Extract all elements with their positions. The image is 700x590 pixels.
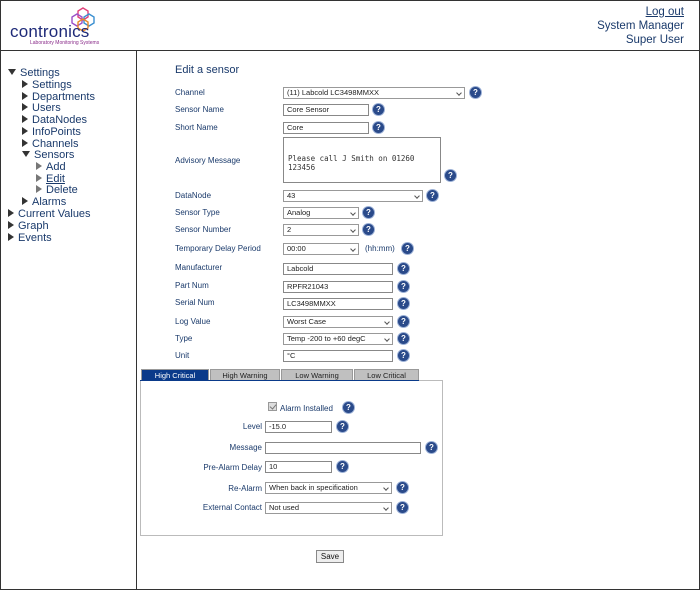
nav-current-values[interactable]: Current Values [8, 208, 91, 220]
leaf-icon [36, 174, 42, 182]
type-select[interactable]: Temp -200 to +60 degC [283, 333, 393, 345]
help-icon[interactable]: ? [398, 316, 409, 327]
manufacturer-label: Manufacturer [175, 263, 223, 272]
short-name-label: Short Name [175, 123, 218, 132]
nav-departments[interactable]: Departments [22, 91, 95, 103]
message-label: Message [229, 443, 262, 452]
help-icon[interactable]: ? [470, 87, 481, 98]
expand-down-icon [22, 151, 30, 157]
sensor-name-input[interactable]: Core Sensor [283, 104, 369, 116]
nav-sensors-add[interactable]: Add [36, 161, 66, 173]
collapsed-icon [22, 197, 28, 205]
datanode-select[interactable]: 43 [283, 190, 423, 202]
nav-sensors-delete[interactable]: Delete [36, 184, 78, 196]
help-icon[interactable]: ? [398, 281, 409, 292]
nav-sensors-edit[interactable]: Edit [36, 173, 65, 185]
help-icon[interactable]: ? [397, 482, 408, 493]
collapsed-icon [22, 103, 28, 111]
help-icon[interactable]: ? [343, 402, 354, 413]
unit-label: Unit [175, 351, 190, 360]
nav-datanodes[interactable]: DataNodes [22, 114, 87, 126]
nav-sensors[interactable]: Sensors [22, 149, 74, 161]
external-contact-select[interactable]: Not used [265, 502, 392, 514]
collapsed-icon [22, 92, 28, 100]
nav-channels[interactable]: Channels [22, 138, 78, 150]
serial-num-label: Serial Num [175, 298, 215, 307]
help-icon[interactable]: ? [398, 298, 409, 309]
nav-settings[interactable]: Settings [8, 67, 60, 79]
help-icon[interactable]: ? [445, 170, 456, 181]
help-icon[interactable]: ? [402, 243, 413, 254]
re-alarm-select[interactable]: When back in specification [265, 482, 392, 494]
help-icon[interactable]: ? [397, 502, 408, 513]
user-role: System Manager [597, 20, 684, 32]
help-icon[interactable]: ? [373, 122, 384, 133]
sensor-number-label: Sensor Number [175, 225, 232, 234]
nav-events[interactable]: Events [8, 232, 52, 244]
log-value-label: Log Value [175, 317, 211, 326]
logout-link[interactable]: Log out [645, 6, 684, 18]
part-num-input[interactable]: RPFR21043 [283, 281, 393, 293]
collapsed-icon [8, 221, 14, 229]
logo-tagline: Laboratory Monitoring Systems [30, 40, 100, 46]
help-icon[interactable]: ? [337, 461, 348, 472]
collapsed-icon [22, 115, 28, 123]
sensor-type-select[interactable]: Analog [283, 207, 359, 219]
nav-infopoints[interactable]: InfoPoints [22, 126, 81, 138]
help-icon[interactable]: ? [426, 442, 437, 453]
sensor-name-label: Sensor Name [175, 105, 224, 114]
collapsed-icon [22, 139, 28, 147]
channel-label: Channel [175, 88, 205, 97]
leaf-icon [36, 162, 42, 170]
help-icon[interactable]: ? [427, 190, 438, 201]
level-label: Level [242, 422, 262, 431]
help-icon[interactable]: ? [363, 207, 374, 218]
tab-high-warning[interactable]: High Warning [210, 369, 280, 381]
help-icon[interactable]: ? [363, 224, 374, 235]
nav-alarms[interactable]: Alarms [22, 196, 66, 208]
short-name-input[interactable]: Core [283, 122, 369, 134]
expand-down-icon [8, 69, 16, 75]
tab-underline [140, 380, 419, 381]
help-icon[interactable]: ? [398, 263, 409, 274]
temp-delay-select[interactable]: 00:00 [283, 243, 359, 255]
log-value-select[interactable]: Worst Case [283, 316, 393, 328]
tab-low-warning[interactable]: Low Warning [281, 369, 353, 381]
help-icon[interactable]: ? [398, 333, 409, 344]
datanode-label: DataNode [175, 191, 212, 200]
help-icon[interactable]: ? [398, 350, 409, 361]
help-icon[interactable]: ? [373, 104, 384, 115]
pre-alarm-input[interactable]: 10 [265, 461, 332, 473]
external-contact-label: External Contact [202, 503, 262, 512]
manufacturer-input[interactable]: Labcold [283, 263, 393, 275]
part-num-label: Part Num [175, 281, 209, 290]
save-button[interactable]: Save [316, 550, 344, 563]
temp-delay-label: Temporary Delay Period [175, 244, 261, 253]
re-alarm-label: Re-Alarm [228, 484, 262, 493]
help-icon[interactable]: ? [337, 421, 348, 432]
nav-users[interactable]: Users [22, 102, 61, 114]
type-label: Type [175, 334, 193, 343]
alarm-installed-label: Alarm Installed [280, 404, 333, 413]
serial-num-input[interactable]: LC3498MMXX [283, 298, 393, 310]
nav-settings-settings[interactable]: Settings [22, 79, 72, 91]
sensor-number-select[interactable]: 2 [283, 224, 359, 236]
leaf-icon [36, 185, 42, 193]
collapsed-icon [22, 127, 28, 135]
advisory-textarea[interactable]: Please call J Smith on 01260 123456 [283, 137, 441, 183]
message-input[interactable] [265, 442, 421, 454]
tab-low-critical[interactable]: Low Critical [354, 369, 419, 381]
level-input[interactable]: -15.0 [265, 421, 332, 433]
sensor-type-label: Sensor Type [175, 208, 220, 217]
tab-high-critical[interactable]: High Critical [141, 369, 209, 381]
nav-graph[interactable]: Graph [8, 220, 49, 232]
temp-delay-unit: (hh:mm) [365, 244, 395, 253]
collapsed-icon [22, 80, 28, 88]
channel-select[interactable]: (11) Labcold LC3498MMXX [283, 87, 465, 99]
unit-input[interactable]: °C [283, 350, 393, 362]
collapsed-icon [8, 233, 14, 241]
alarm-installed-checkbox[interactable] [268, 402, 277, 411]
logo: contronics [10, 22, 90, 41]
advisory-label: Advisory Message [175, 156, 241, 165]
page-title: Edit a sensor [175, 64, 240, 76]
collapsed-icon [8, 209, 14, 217]
pre-alarm-label: Pre-Alarm Delay [203, 463, 262, 472]
user-name: Super User [625, 34, 684, 46]
